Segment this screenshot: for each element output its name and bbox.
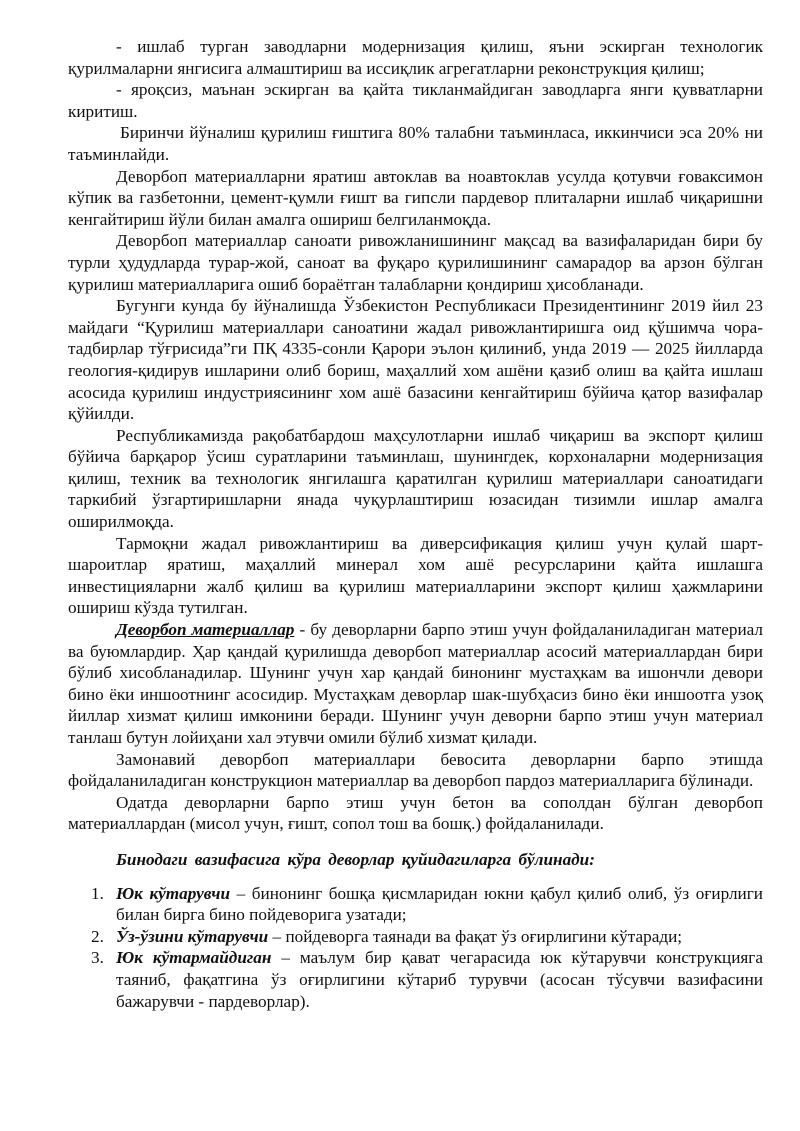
list-item — [91, 883, 763, 926]
wall-type-name: Юк кўтарувчи — [116, 883, 231, 903]
paragraph: - ишлаб турган заводларни модернизация қилиш, яъни эскирган технологик қурилмаларни янгисига алмаштириш ва иссиқлик агрегатларни реконструкция қилиш; — [68, 37, 763, 78]
wall-type-name: Юк кўтармайдиган — [116, 948, 272, 968]
paragraph: Бугунги кунда бу йўналишда Ўзбекистон Республикаси Президентининг 2019 йил 23 майдаги “Қурилиш материаллари саноатини жадал ривожлантиришга оид қўшимча чора-тадбирлар тўғрисида”ги ПҚ 4335-сонли Қарори эълон қилиниб, унда 2019 — 2025 йилларда геология-қидирув ишларини олиб бориш, маҳаллий хом ашёни қазиб олиш ва қайта ишлаш асосида қурилиш индустриясининг хом ашё базасини кенгайтириш бўйича қатор вазифалар қўйилди. — [68, 296, 763, 424]
wall-type-name: Ўз-ўзини кўтарувчи — [116, 926, 269, 946]
paragraph: Тармоқни жадал ривожлантириш ва диверсификация қилиш учун қулай шарт-шароитлар яратиш, маҳаллий минерал хом ашё ресурсларини қайта ишлашга инвестицияларни жалб қилиш ва қурилиш материалларини экспорт қилиш ҳажмларини ошириш кўзда тутилган. — [68, 533, 763, 618]
list-item — [91, 947, 763, 1012]
wall-type-description: – бинонинг бошқа қисмларидан юкни қабул қилиб олиб, ўз оғирлиги билан бирга бино пойдеворига узатади; — [116, 883, 763, 925]
list-number: 1. — [91, 883, 104, 903]
list-number: 3. — [91, 948, 104, 968]
list-item — [91, 926, 763, 948]
wall-type-description: – маълум бир қават чегарасида юк кўтарувчи конструкцияга таяниб, фақатгина ўз оғирлигини кўтариб турувчи (асосан тўсувчи вазифасини бажарувчи - пардеворлар). — [116, 948, 763, 1011]
paragraph: Биринчи йўналиш қурилиш ғиштига 80% талабни таъминласа, иккинчиси эса 20% ни таъминлайди. — [68, 123, 763, 164]
paragraph: Одатда деворларни барпо этиш учун бетон ва сополдан бўлган деворбоп материаллардан (мисол учун, ғишт, сопол тош ва бошқ.) фойдаланилади. — [68, 792, 763, 834]
wall-types-list — [68, 883, 763, 1013]
paragraph: Деворбоп материалларни яратиш автоклав ва ноавтоклав усулда қотувчи ғоваксимон кўпик ва газбетонни, цемент-қумли ғишт ва гипсли пардевор плиталарни ишлаб чиқаришни кенгайтириш йўли билан амалга ошириш белгиланмоқда. — [68, 166, 763, 229]
definition-term: Деворбоп материаллар — [116, 620, 295, 640]
paragraph: - яроқсиз, маънан эскирган ва қайта тикланмайдиган заводларга янги қувватларни киритиш. — [68, 80, 763, 121]
definition-text: - бу деворларни барпо этиш учун фойдаланиладиган материал ва буюмлардир. Ҳар қандай қурилишда деворбоп материаллар асосий материаллардан бири бўлиб хисобланадилар. Шунинг учун хар қандай бинонинг мустаҳкам ва ишончли девори бино ёки иншоотнинг асосидир. Мустаҳкам деворлар шак-шубҳасиз бино ёки иншоотга узоқ йиллар хизмат қилиш имконини беради. Шунинг учун деворни барпо этиш учун материал танлаш бутун лойиҳани хал этувчи омили бўлиб хизмат қилади. — [68, 620, 763, 747]
list-heading: Бинодаги вазифасига кўра деворлар қуйидагиларга бўлинади: — [116, 849, 595, 869]
list-number: 2. — [91, 926, 104, 946]
paragraph: Замонавий деворбоп материаллари бевосита деворларни барпо этишда фойдаланиладиган конструкцион материаллар ва деворбоп пардоз материалларига бўлинади. — [68, 749, 763, 791]
paragraph: Деворбоп материаллар саноати ривожланишининг мақсад ва вазифаларидан бири бу турли ҳудудларда турар-жой, саноат ва фуқаро қурилишининг самарадор ва арзон бўлган қурилиш материалларига ошиб бораётган талабларни қондириш ҳисобланади. — [68, 231, 763, 294]
definition-paragraph — [68, 619, 763, 749]
wall-type-description: – пойдеворга таянади ва фақат ўз оғирлигини кўтаради; — [268, 926, 683, 946]
paragraph: Республикамизда рақобатбардош маҳсулотларни ишлаб чиқариш ва экспорт қилиш бўйича барқарор ўсиш суратларини таъминлаш, шунингдек, корхоналарни модернизация қилиш, техник ва технологик янгилашга қаратилган қурилиш материаллари саноатидаги таркибий ўзгартиришларни янада чуқурлаштириш юзасидан тизимли ишлар амалга оширилмоқда. — [68, 425, 763, 532]
